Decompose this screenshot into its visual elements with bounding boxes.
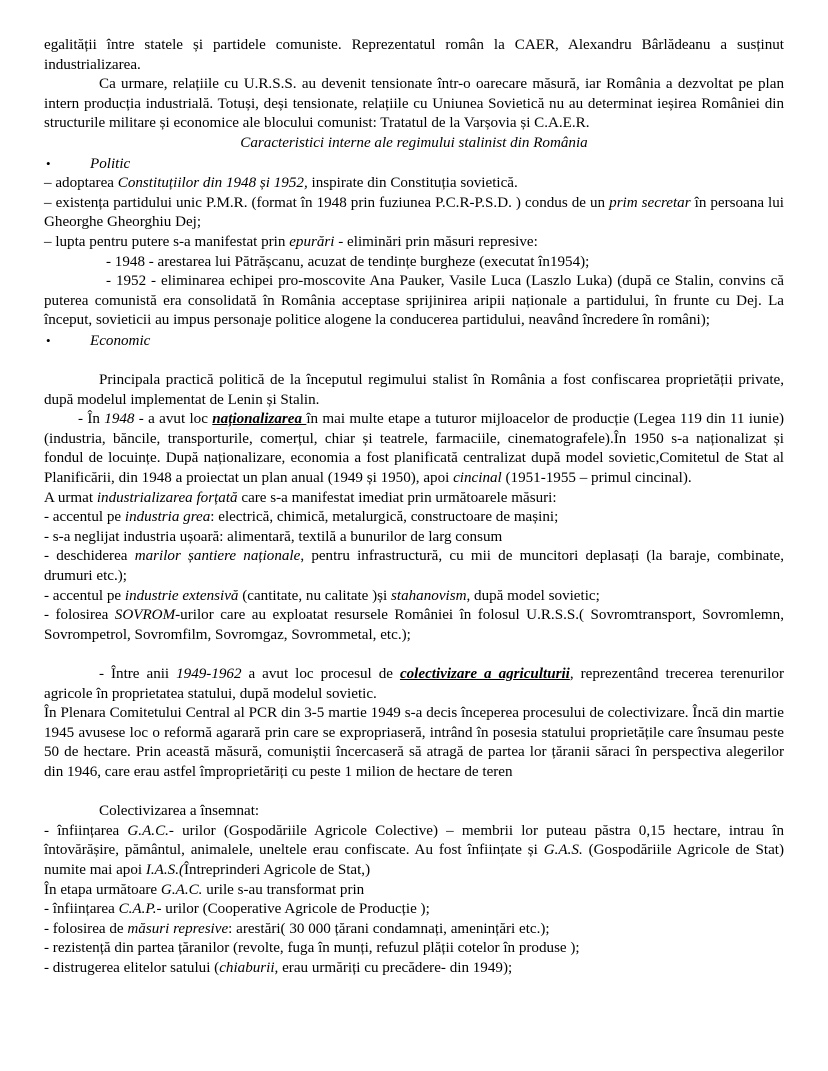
- collectivization-item-cap: - înființarea C.A.P.- urilor (Cooperative Agricole de Producție );: [44, 901, 430, 918]
- italic-chiaburii: chiaburii,: [219, 959, 279, 976]
- collectivization-item-gac: - înființarea G.A.C.- urilor (Gospodăriile Agricole Colective) – membrii lor puteau păstra 0,15 hectare, intrau în întovărășire, pământul, animalele, uneltele erau confiscate. Au fost înființate și G.A.S. (Gospodăriile Agricole de Stat) numite mai apoi I.A.S.(Întreprinderi Agricole de Stat,): [44, 822, 785, 878]
- italic-stahanovism: stahanovism: [391, 587, 467, 604]
- bullet-disc-icon-2: [44, 331, 90, 352]
- collectivization-meaning-heading: Colectivizarea a însemnat:: [99, 803, 260, 820]
- italic-ias: I.A.S.(: [145, 861, 185, 878]
- paragraph-intro-continuation: egalității între statele și partidele comuniste. Reprezentatul român la CAER, Alexandru Bârlădeanu a susținut industrializarea.: [44, 37, 784, 73]
- emphasis-colectivizare-agriculturii: colectivizare a agriculturii: [399, 666, 570, 682]
- vertical-gap-3: [44, 783, 784, 803]
- italic-epurari: epurări: [289, 233, 335, 250]
- document-body: [44, 36, 784, 979]
- politic-item-party: – existența partidului unic P.M.R. (format în 1948 prin fuziunea P.C.R-P.S.D. ) condus de un prim secretar în persoana lui Gheorghe Gheorghiu Dej;: [44, 194, 784, 231]
- bullet-label-politic: Politic: [90, 155, 131, 172]
- politic-item-1952: - 1952 - eliminarea echipei pro-moscovite Ana Pauker, Vasile Luca (Laszlo Luka) (după ce Stalin, convins că puterea comunistă era consolidată în România acceptase sprijinirea aripii naționale a partidului, în frunte cu Dej. La început, sovieticii au impus personaje politice alogene la conducerea partidului, neavând încredere în români);: [44, 273, 784, 329]
- bullet-label-economic: Economic: [90, 332, 151, 349]
- italic-years-1949-1962: 1949-1962: [176, 666, 242, 682]
- measure-national-sites: - deschiderea marilor șantiere naționale, pentru infrastructură, cu mii de muncitori deplasați (la baraje, combinate, drumuri etc.);: [44, 548, 784, 585]
- italic-constitutions: Constituțiilor din 1948 și 1952,: [117, 175, 308, 192]
- italic-year-1948: 1948: [104, 411, 135, 428]
- italic-gac: G.A.C.: [127, 822, 169, 839]
- politic-item-1948: - 1948 - arestarea lui Pătrășcanu, acuzat de tendințe burgheze (executat în1954);: [106, 253, 590, 270]
- collectivization-paragraph-plenara: În Plenara Comitetului Central al PCR din 3-5 martie 1949 s-a decis începerea procesului de colectivizare. Încă din martie 1945 avusese loc o reformă agarară prin care se expropriaseră, intrând în posesia statului proprietățile care însumau peste 50 de hectare. Prin această măsură, comuniștii încercaseră să atragă de partea lor țăranii săraci în perspectiva alegerilor din 1946, care erau astfel împroprietăriți cu peste 1 milion de hectare de teren: [44, 705, 784, 780]
- vertical-gap-1: [44, 352, 784, 372]
- italic-prim-secretar: prim secretar: [609, 194, 691, 211]
- italic-cap: C.A.P.: [118, 901, 157, 918]
- politic-item-constitutions: – adoptarea Constituțiilor din 1948 și 1952, inspirate din Constituția sovietică.: [44, 175, 518, 192]
- italic-masuri-represive: măsuri represive: [127, 920, 229, 937]
- italic-cincinal: cincinal: [453, 470, 502, 487]
- measure-heavy-industry: - accentul pe industria grea: electrică, chimică, metalurgică, constructoare de mașini;: [44, 509, 559, 526]
- italic-gac-2: G.A.C.: [160, 881, 203, 898]
- italic-industria-grea: industria grea: [124, 509, 211, 526]
- politic-item-power-struggle: – lupta pentru putere s-a manifestat prin epurări - eliminări prin măsuri represive:: [44, 233, 538, 250]
- collectivization-paragraph-intro: - Între anii 1949-1962 a avut loc procesul de colectivizare a agriculturii, reprezentând trecerea terenurilor agricole în proprietatea statului, după modelul sovietic.: [44, 666, 784, 702]
- measure-light-industry: - s-a neglijat industria ușoară: alimentară, textilă a bunurilor de larg consum: [44, 528, 503, 545]
- vertical-gap-2: [44, 645, 784, 665]
- economic-paragraph-industrialization: A urmat industrializarea forțată care s-a manifestat imediat prin următoarele măsuri:: [44, 489, 557, 506]
- emphasis-nationalizarea: naționalizarea: [212, 411, 307, 428]
- economic-paragraph-nationalization: - În 1948 - a avut loc naționalizarea în mai multe etape a tuturor mijloacelor de producție (Legea 119 din 11 iunie) (industria, băncile, transporturile, comerțul, chiar și teatrele, farmaciile, cinematografele).În 1950 s-a naționalizat și fondul de locuințe. După naționalizare, economia a fost planificată centralizat după model sovietic,Comitetul de Stat al Planificării, din 1948 a proiectat un plan anual (1949 și 1950), apoi cincinal (1951-1955 – primul cincinal).: [44, 411, 784, 487]
- bullet-item-politic: [44, 154, 784, 175]
- collectivization-item-next-stage: În etapa următoare G.A.C. urile s-au transformat prin: [44, 881, 365, 898]
- italic-sovrom: SOVROM: [114, 607, 176, 624]
- bullet-item-economic: [44, 331, 784, 352]
- paragraph-relations-ussr: Ca urmare, relațiile cu U.R.S.S. au devenit tensionate într-o oarecare măsură, iar România a dezvoltat pe plan intern producția industrială. Totuși, deși tensionate, relațiile cu Uniunea Sovietică nu au determinat ieșirea României din structurile militare și economice ale blocului comunist: Tratatul de la Varșovia și C.A.E.R.: [44, 76, 784, 132]
- measure-extensive-industry: - accentul pe industrie extensivă (cantitate, nu calitate )și stahanovism, după model sovietic;: [44, 587, 600, 604]
- measure-sovrom: - folosirea SOVROM-urilor care au exploatat resursele României în folosul U.R.S.S.( Sovromtransport, Sovromlemn, Sovrompetrol, Sovromfilm, Sovromgaz, Sovrommetal, etc.);: [44, 607, 784, 643]
- italic-gas: G.A.S.: [543, 842, 583, 859]
- economic-paragraph-confiscation: Principala practică politică de la începutul regimului stalist în România a fost confiscarea proprietății private, după modelul implementat de Lenin și Stalin.: [44, 372, 784, 408]
- italic-industrie-extensiva: industrie extensivă: [124, 587, 239, 604]
- italic-industrializarea-fortata: industrializarea forțată: [96, 489, 238, 506]
- collectivization-item-resistance: - rezistență din partea țăranilor (revolte, fuga în munți, refuzul plății cotelor în produse );: [44, 940, 580, 957]
- section-heading-internal-characteristics: Caracteristici interne ale regimului stalinist din România: [240, 134, 588, 151]
- collectivization-item-repressive: - folosirea de măsuri represive: arestări( 30 000 țărani condamnați, amenințări etc.);: [44, 920, 550, 937]
- bullet-disc-icon: [44, 154, 90, 175]
- collectivization-item-elites: - distrugerea elitelor satului (chiaburii, erau urmăriți cu precădere- din 1949);: [44, 959, 513, 976]
- italic-marilor-santiere: marilor șantiere naționale: [134, 548, 301, 565]
